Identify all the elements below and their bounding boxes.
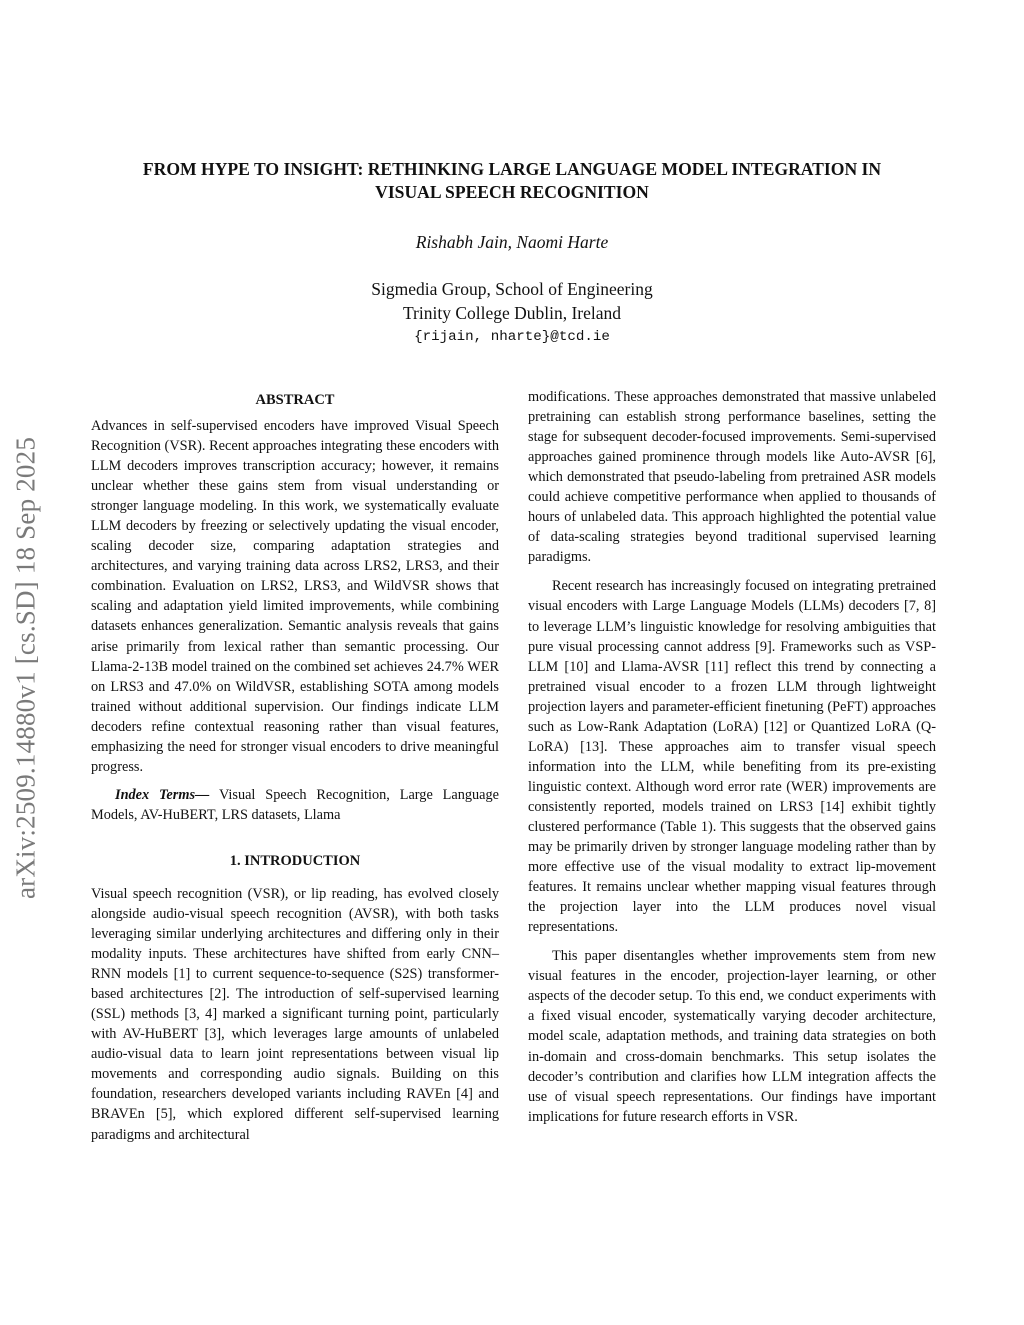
- intro-paragraph-2: Recent research has increasingly focused on integrating pretrained visual encoders with Large Language Models (LLMs) decoders [7, 8] to leverage LLM’s linguistic knowledge for resolving ambiguities that pure visual processing cannot address [9]. Frameworks such as VSP-LLM [10] and Llama-AVSR [11] reflect this trend by connecting a pretrained visual encoder to a frozen LLM through lightweight projection layers and parameter-efficient finetuning (PeFT) approaches such as Low-Rank Adaptation (LoRA) [12] or Quantized LoRA (Q-LoRA) [13]. These approaches aim to transfer visual speech information into the LLM, while benefiting from its pre-existing linguistic context. Although word error rate (WER) improvements are consistently reported, models trained on LRS3 [14] exhibit tightly clustered performance (Table 1). This suggests that the observed gains may be primarily driven by stronger language modeling rather than by more effective use of the visual modality to extract lip-movement features. It remains unclear whether mapping visual features through the projection layer into the LLM produces novel visual representations.: [528, 578, 936, 936]
- abstract-text: Advances in self-supervised encoders have improved Visual Speech Recognition (VSR). Recent approaches integrating these encoders with LLM decoders improves transcription accuracy; however, it remains unclear whether these gains stem from visual understanding or stronger language modeling. In this work, we systematically evaluate LLM decoders by freezing or selectively updating the visual encoder, scaling decoder size, comparing adaptation strategies and architectures, and varying training data across LRS2, LRS3, and their combination. Evaluation on LRS2, LRS3, and WildVSR shows that scaling and adaptation yield limited improvements, while combining datasets enhances generalization. Semantic analysis reveals that gains arise primarily from lexical rather than semantic processing. Our Llama-2-13B model trained on the combined set achieves 24.7% WER on LRS3 and 47.0% on WildVSR, establishing SOTA among models trained without additional supervision. Our findings indicate LLM decoders refine contextual reasoning rather than visual features, emphasizing the need for stronger visual encoders to drive meaningful progress.: [91, 418, 499, 775]
- title-line-1: FROM HYPE TO INSIGHT: RETHINKING LARGE LANGUAGE MODEL INTEGRATION IN: [142, 159, 882, 179]
- affiliation-block: [0, 278, 1024, 325]
- affiliation-line-2: Trinity College Dublin, Ireland: [402, 302, 622, 323]
- index-terms-label: Index Terms—: [115, 786, 210, 803]
- affiliation-line-1: Sigmedia Group, School of Engineering: [371, 279, 653, 299]
- index-terms-text: Visual Speech Recognition, Large Language Models, AV-HuBERT, LRS datasets, Llama: [91, 786, 500, 823]
- arxiv-identifier: arXiv:2509.14880v1 [cs.SD] 18 Sep 2025: [10, 436, 41, 900]
- abstract-heading: ABSTRACT: [255, 392, 335, 408]
- author-email: {rijain, nharte}@tcd.ie: [414, 329, 610, 345]
- right-column: [528, 387, 936, 1127]
- intro-paragraph-1-continued: modifications. These approaches demonstrated that massive unlabeled pretraining can establish strong performance baselines, setting the stage for subsequent decoder-focused improvements. Semi-supervised approaches gained prominence through models like Auto-AVSR [6], which demonstrated that pseudo-labeling from pretrained ASR models could achieve competitive performance when applied to thousands of hours of unlabeled data. This approach highlighted the potential value of data-scaling strategies beyond traditional supervised learning paradigms.: [528, 389, 936, 566]
- left-column: [91, 390, 499, 1145]
- author-list: Rishabh Jain, Naomi Harte: [415, 232, 609, 252]
- introduction-heading: 1. INTRODUCTION: [229, 852, 361, 869]
- paper-title: [60, 158, 964, 204]
- intro-paragraph-1: Visual speech recognition (VSR), or lip reading, has evolved closely alongside audio-visual speech recognition (AVSR), with both tasks leveraging similar underlying architectures and differing only in their modality inputs. These architectures have shifted from early CNN–RNN models [1] to current sequence-to-sequence (S2S) transformer-based architectures [2]. The introduction of self-supervised learning (SSL) methods [3, 4] marked a significant turning point, particularly with AV-HuBERT [3], which leverages large amounts of unlabeled audio-visual data to learn joint representations between visual lip movements and corresponding audio signals. Building on this foundation, researchers developed variants including RAVEn [4] and BRAVEn [5], which explored different self-supervised learning paradigms and architectural: [91, 885, 499, 1143]
- intro-paragraph-3: This paper disentangles whether improvements stem from new visual features in the encoder, projection-layer learning, or other aspects of the decoder setup. To this end, we conduct experiments with a fixed visual encoder, systematically varying decoder architecture, model scale, adaptation methods, and training data strategies on both in-domain and cross-domain benchmarks. This setup isolates the decoder’s contribution and clarifies how LLM integration affects the use of visual speech representations. Our findings have important implications for future research efforts in VSR.: [528, 948, 936, 1125]
- title-line-2: VISUAL SPEECH RECOGNITION: [375, 182, 649, 202]
- index-terms: [91, 785, 499, 825]
